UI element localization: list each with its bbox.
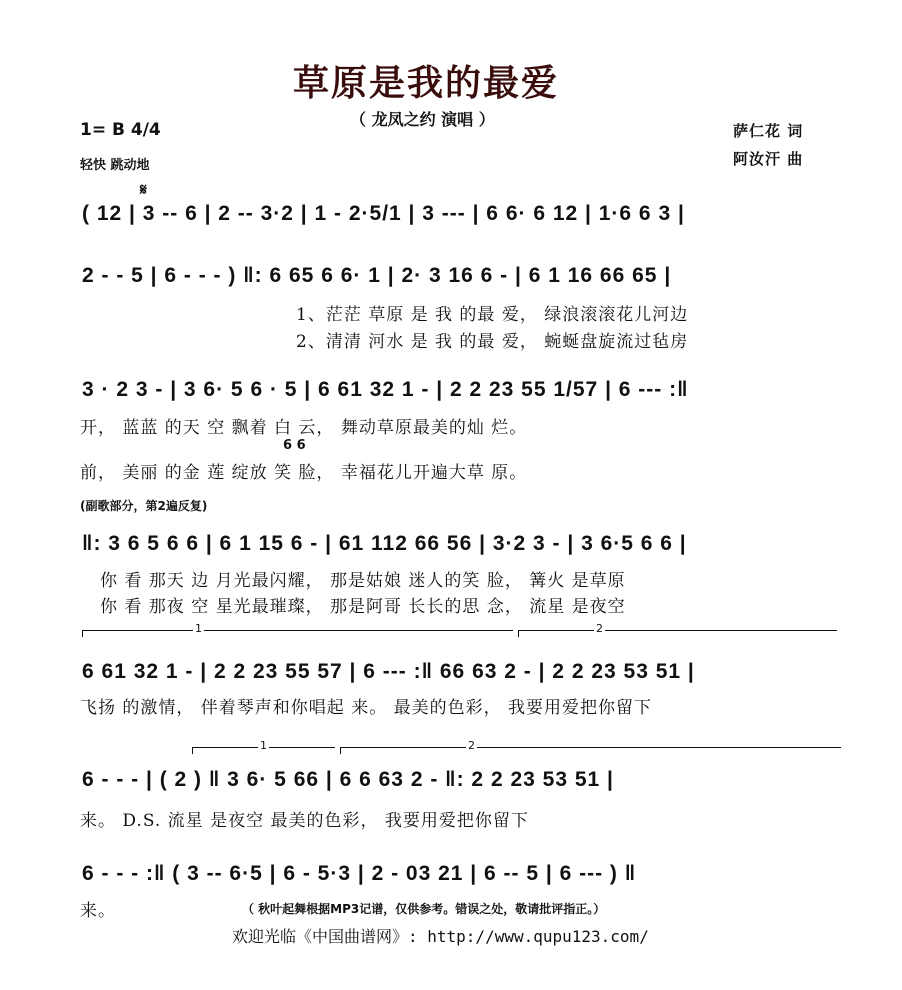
score-line-7: 6 - - - :‖ ( 3 -- 6·5 | 6 - 5·3 | 2 - 03 21 | 6 -- 5 | 6 --- ) ‖ <box>82 862 637 885</box>
score-line-1: ( 12 | 3 -- 6 | 2 -- 3·2 | 1 - 2·5/1 | 3 --- | 6 6· 6 12 | 1·6 6 3 | <box>82 202 685 225</box>
lyrics-line-4-verse-1: 你 看 那天 边 月光最闪耀， 那是姑娘 迷人的笑 脸， 篝火 是草原 <box>100 571 626 591</box>
variant-notes: 6 6 <box>283 438 306 453</box>
volta-2-bracket: 2 <box>518 630 837 637</box>
volta-2-bracket-b: 2 <box>340 747 841 754</box>
score-line-4: ‖: 3 6 5 6 6 | 6 1 15 6 - | 61 112 66 56 | 3·2 3 - | 3 6·5 6 6 | <box>82 532 687 555</box>
tempo-marking: 轻快 跳动地 <box>80 158 150 173</box>
transcription-note: （ 秋叶起舞根据MP3记谱，仅供参考。错误之处，敬请批评指正。） <box>242 902 606 916</box>
score-line-3: 3 · 2 3 - | 3 6· 5 6 · 5 | 6 61 32 1 - | 2 2 23 55 1/57 | 6 --- :‖ <box>82 378 689 401</box>
site-link[interactable]: 欢迎光临《中国曲谱网》: http://www.qupu123.com/ <box>232 927 649 946</box>
volta-1-bracket-b: 1 <box>192 747 335 754</box>
score-line-2: 2 - - 5 | 6 - - - ) ‖: 6 65 6 6· 1 | 2· 3 16 6 - | 6 1 16 66 65 | <box>82 264 672 287</box>
composer-credit: 阿汝汗 曲 <box>733 150 804 168</box>
score-line-5: 6 61 32 1 - | 2 2 23 55 57 | 6 --- :‖ 66 63 2 - | 2 2 23 53 51 | <box>82 660 695 683</box>
lyrics-line-6: 来。 D.S. 流星 是夜空 最美的色彩， 我要用爱把你留下 <box>80 811 529 831</box>
lyrics-line-3-verse-1: 开， 蓝蓝 的天 空 飘着 白 云， 舞动草原最美的灿 烂。 <box>80 418 528 438</box>
lyrics-line-5: 飞扬 的激情， 伴着琴声和你唱起 来。 最美的色彩， 我要用爱把你留下 <box>80 698 653 718</box>
lyrics-line-2-verse-1: 1、茫茫 草原 是 我 的最 爱， 绿浪滚滚花儿河边 <box>296 305 689 325</box>
segno-icon: 𝄋 <box>140 180 147 199</box>
lyrics-line-2-verse-2: 2、清清 河水 是 我 的最 爱， 蜿蜒盘旋流过毡房 <box>296 332 689 352</box>
lyrics-line-3-verse-2: 前， 美丽 的金 莲 绽放 笑 脸， 幸福花儿开遍大草 原。 <box>80 463 528 483</box>
lyrics-line-7: 来。 <box>80 901 116 921</box>
score-line-6: 6 - - - | ( 2 ) ‖ 3 6· 5 66 | 6 6 63 2 - ‖: 2 2 23 53 51 | <box>82 768 614 791</box>
volta-1-bracket: 1 <box>82 630 513 637</box>
key-signature: 1= B 4/4 <box>80 120 161 140</box>
chorus-note: (副歌部分，第2遍反复) <box>80 499 208 513</box>
lyrics-line-4-verse-2: 你 看 那夜 空 星光最璀璨， 那是阿哥 长长的思 念， 流星 是夜空 <box>100 597 626 617</box>
song-title: 草原是我的最爱 <box>293 63 560 104</box>
performer: （ 龙凤之约 演唱 ） <box>350 110 495 129</box>
lyricist-credit: 萨仁花 词 <box>733 122 804 140</box>
